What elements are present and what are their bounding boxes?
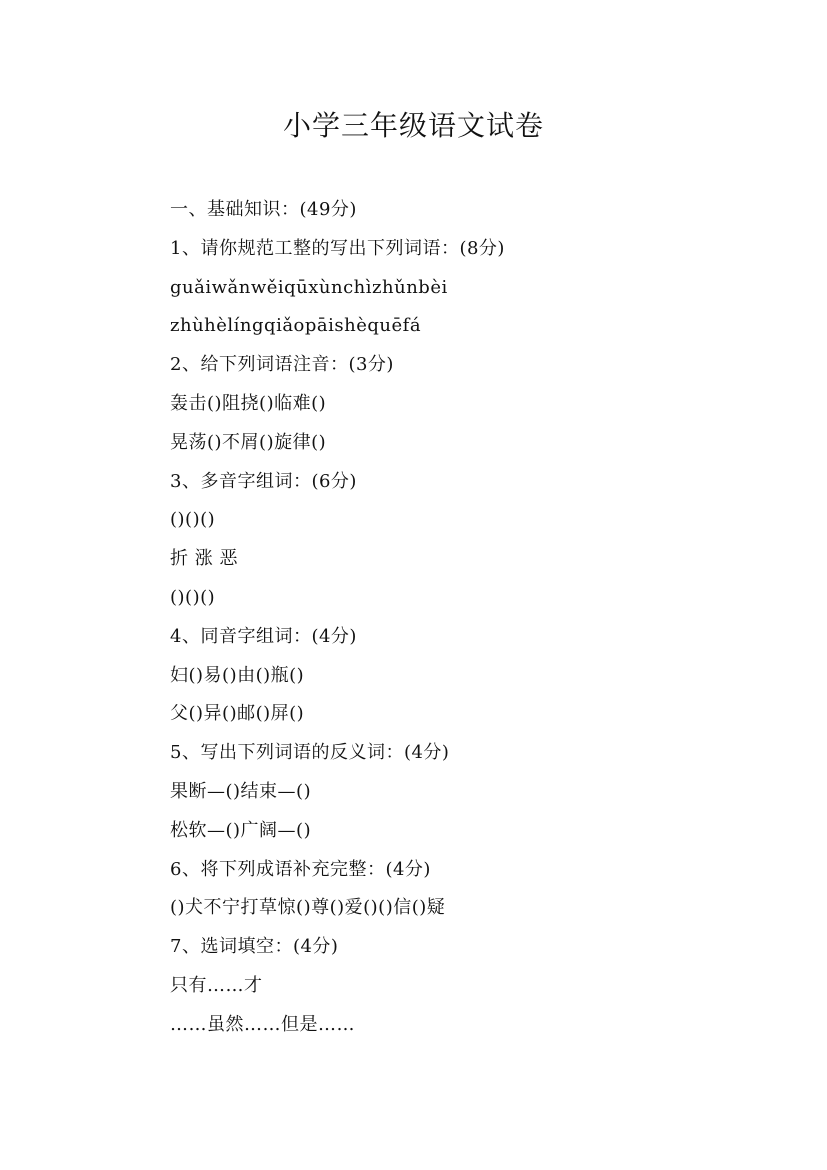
question-6-row: ()犬不宁打草惊()尊()爱()()信()疑 [170, 897, 446, 919]
question-7-heading: 7、选词填空：(4分) [170, 936, 339, 958]
question-1-heading: 1、请你规范工整的写出下列词语：(8分) [170, 237, 505, 259]
question-4-row-1: 妇()易()由()瓶() [170, 664, 305, 686]
question-3-characters: 折 涨 恶 [170, 548, 238, 570]
question-3-heading: 3、多音字组词：(6分) [170, 470, 357, 492]
section-heading-basic-knowledge: 一、基础知识：(49分) [170, 199, 357, 220]
question-2-row-1: 轰击()阻挠()临难() [170, 392, 327, 414]
question-2-heading: 2、给下列词语注音：(3分) [170, 354, 394, 376]
pinyin-line-2: zhùhèlíngqiǎopāishèquēfá [170, 315, 422, 337]
question-2-row-2: 晃荡()不屑()旋律() [170, 431, 327, 453]
pinyin-line-1: guǎiwǎnwěiqūxùnchìzhǔnbèi [170, 276, 448, 298]
question-5-heading: 5、写出下列词语的反义词：(4分) [170, 742, 450, 764]
question-5-row-2: 松软—()广阔—() [170, 819, 312, 841]
exam-body [170, 196, 770, 1050]
page-title: 小学三年级语文试卷 [282, 109, 544, 142]
question-7-option-1: 只有……才 [170, 974, 263, 996]
question-4-row-2: 父()异()邮()屏() [170, 703, 305, 725]
question-5-row-1: 果断—()结束—() [170, 780, 312, 802]
question-7-option-2: ……虽然……但是…… [170, 1013, 355, 1035]
question-6-heading: 6、将下列成语补充完整：(4分) [170, 858, 431, 880]
question-4-heading: 4、同音字组词：(4分) [170, 625, 357, 647]
question-3-blanks-top: ()()() [170, 509, 216, 531]
question-3-blanks-bottom: ()()() [170, 586, 216, 608]
